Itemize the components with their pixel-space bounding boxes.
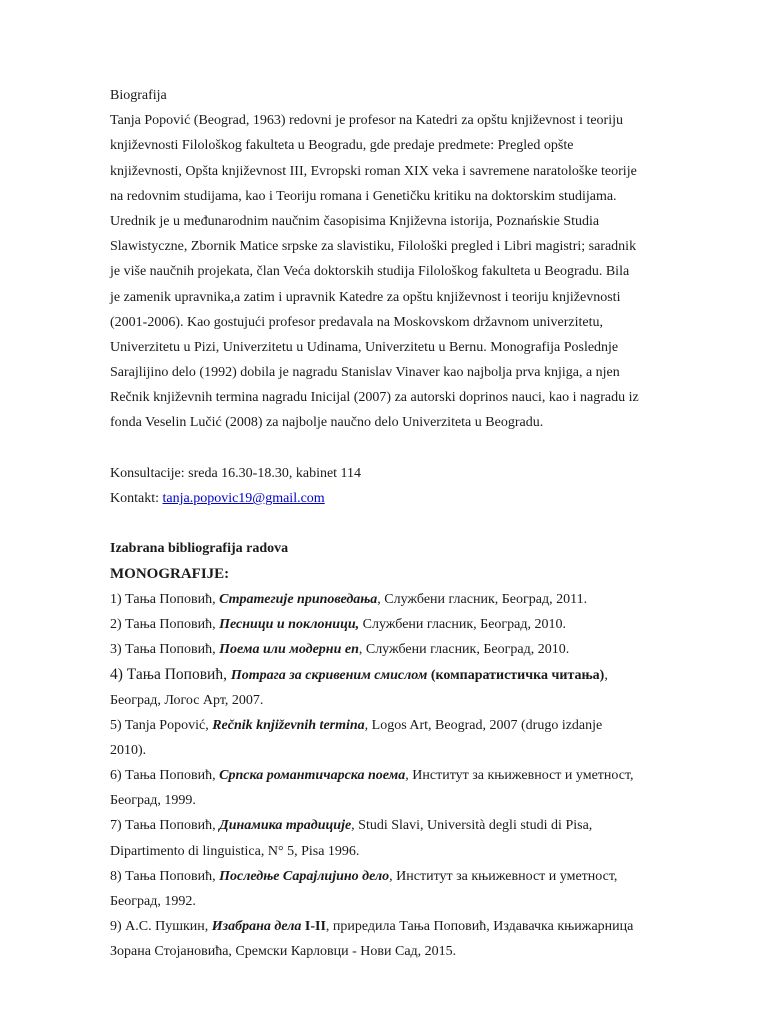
bio-line: književnosti Filološkog fakulteta u Beogradu, gde predaje predmete: Pregled opšte: [110, 138, 574, 154]
bio-line: je zamenik upravnika,a zatim i upravnik Katedre za opštu književnost i teoriju književnosti: [110, 289, 621, 305]
book-volume: I-II: [301, 919, 326, 935]
book-title: Песници и поклоници,: [219, 616, 360, 632]
bibliography-item-continuation: Dipartimento di linguistica, N° 5, Pisa 1996.: [110, 843, 360, 859]
bio-line: fonda Veselin Lučić (2008) za najbolje naučno delo Univerziteta u Beogradu.: [110, 415, 544, 431]
bio-line: Tanja Popović (Beograd, 1963) redovni je profesor na Katedri za opštu književnost i teoriju: [110, 113, 623, 129]
bio-line: je više naučnih projekata, član Veća doktorskih studija Filološkog fakulteta u Beogradu. Bila: [110, 264, 630, 280]
book-title: Потрага за скривеним смислом: [230, 668, 428, 684]
book-subtitle: (компаратистичка читања): [427, 668, 605, 684]
bibliography-item-continuation: Београд, 1999.: [110, 793, 196, 809]
bibliography-item: 8) Тања Поповић, Последње Сарајлијино дело, Институт за књижевност и уметност,: [110, 868, 618, 884]
contact-label: Kontakt:: [110, 491, 163, 506]
book-title: Динамика традиције: [219, 818, 352, 834]
bibliography-item: 7) Тања Поповић, Динамика традиције, Studi Slavi, Università degli studi di Pisa,: [110, 818, 593, 834]
book-title: Последње Сарајлијино дело: [219, 868, 390, 884]
bio-line: Univerzitetu u Pizi, Univerzitetu u Udinama, Univerzitetu u Bernu. Monografija Poslednje: [110, 339, 619, 355]
book-title: Rečnik književnih termina: [212, 717, 365, 733]
bibliography-item: 4) Тања Поповић, Потрага за скривеним смислом (компаратистичка читања),: [110, 666, 608, 684]
book-title: Поема или модерни еп: [219, 642, 359, 658]
bibliography-item: 5) Tanja Popović, Rečnik književnih termina, Logos Art, Beograd, 2007 (drugo izdanje: [110, 717, 603, 733]
bio-line: (2001-2006). Kao gostujući profesor predavala na Moskovskom državnom univerzitetu,: [110, 314, 603, 330]
bibliography-item: 6) Тања Поповић, Српска романтичарска поема, Институт за књижевност и уметност,: [110, 768, 634, 784]
contact-line: [110, 486, 700, 511]
section-title-biography: Biografija: [110, 88, 167, 103]
bio-line: književnosti, Opšta književnost III, Evropski roman XIX veka i savremene naratološke teorije: [110, 163, 637, 179]
bio-line: Urednik je u međunarodnim naučnim časopisima Književna istorija, Poznańskie Studia: [110, 213, 600, 229]
book-title: Стратегије приповедања: [219, 591, 378, 607]
consultation-hours: Konsultacije: sreda 16.30-18.30, kabinet 114: [110, 465, 362, 481]
bibliography-item-continuation: Београд, 1992.: [110, 894, 196, 909]
email-link[interactable]: tanja.popovic19@gmail.com: [162, 491, 325, 506]
bibliography-item: 2) Тања Поповић, Песници и поклоници, Службени гласник, Београд, 2010.: [110, 616, 566, 632]
bibliography-item: 3) Тања Поповић, Поема или модерни еп, Службени гласник, Београд, 2010.: [110, 642, 570, 658]
bio-line: Rečnik književnih termina nagradu Inicijal (2007) za autorski doprinos nauci, kao i nagradu iz: [110, 390, 639, 406]
bio-line: Sarajlijino delo (1992) dobila je nagradu Stanislav Vinaver kao najbolja prva knjiga, a njen: [110, 365, 620, 381]
bibliography-item-continuation: 2010).: [110, 742, 147, 758]
document-body: [110, 83, 700, 965]
book-title: Изабрана дела: [211, 919, 302, 935]
bio-line: [110, 436, 700, 461]
book-title: Српска романтичарска поема: [219, 768, 406, 784]
bibliography-item: 9) А.С. Пушкин, Изабрана дела I-II, приредила Тања Поповић, Издавачка књижарница: [110, 919, 634, 935]
bio-line: Slawistyczne, Zbornik Matice srpske za slavistiku, Filološki pregled i Libri magistri; saradnik: [110, 239, 637, 255]
bibliography-item-continuation: Београд, Логос Арт, 2007.: [110, 692, 264, 708]
spacer: [110, 511, 700, 536]
bio-line: na redovnim studijama, kao i Teoriju romana i Genetičku kritiku na doktorskim studijama.: [110, 188, 617, 204]
monographs-heading: MONOGRAFIJE:: [110, 565, 230, 582]
bibliography-heading: Izabrana bibliografija radova: [110, 541, 289, 557]
bibliography-item-continuation: Зорана Стојановића, Сремски Карловци - Нови Сад, 2015.: [110, 944, 457, 960]
bibliography-item: 1) Тања Поповић, Стратегије приповедања, Службени гласник, Београд, 2011.: [110, 591, 588, 607]
